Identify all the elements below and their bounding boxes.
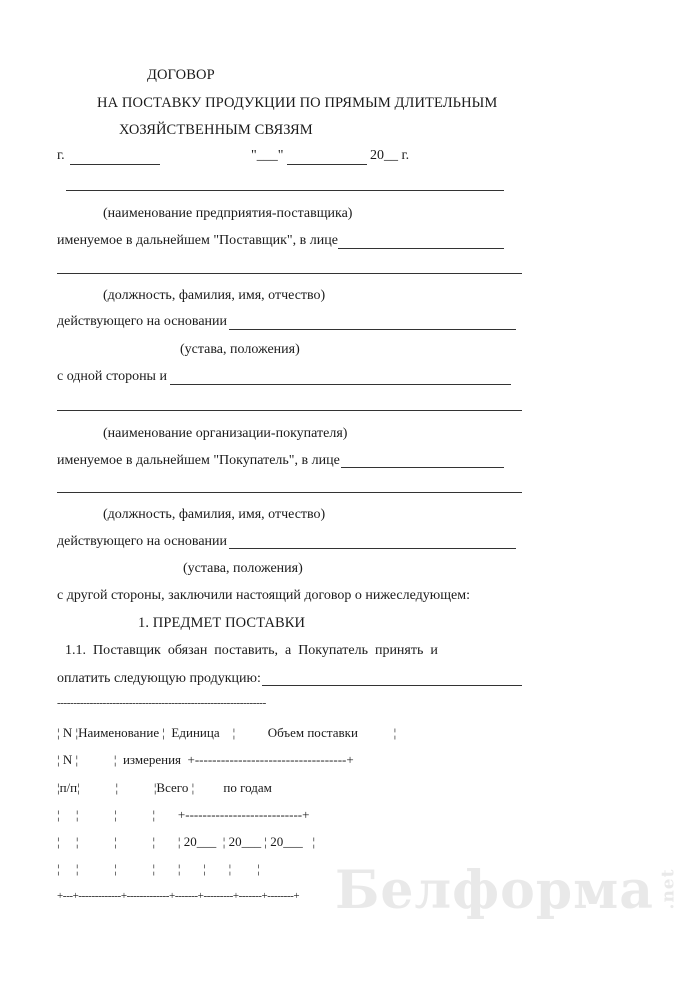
supplier-rep-blank-2 [57,273,522,274]
table-row-header-1: ¦ N ¦Наименование ¦ Единица ¦ Объем поставки ¦ [57,725,397,740]
table-top-border: ---------------------------------------------------------------- [57,697,266,709]
table-row-header-2: ¦ N ¦ ¦ измерения +-----------------------------------+ [57,752,354,767]
acting-basis-label-2: действующего на основании [57,534,228,549]
watermark-text: Белформа [335,860,654,921]
product-blank [262,685,522,686]
position-caption-1: (должность, фамилия, имя, отчество) [103,288,326,303]
acting-basis-label-1: действующего на основании [57,314,228,329]
watermark-logo [335,860,695,921]
table-row-empty: ¦ ¦ ¦ ¦ ¦ ¦ ¦ ¦ [57,861,260,876]
charter-caption-1: (устава, положения) [180,342,300,357]
table-row-header-3: ¦п/п¦ ¦ ¦Всего ¦ по годам [57,780,308,795]
city-label: г. [57,148,65,163]
buyer-rep-blank-2 [57,492,522,493]
month-blank [287,164,367,165]
other-side-label: с другой стороны, заключили настоящий договор о нижеследующем: [57,588,470,603]
table-bottom-border: +---+-------------+-------------+-------+---------+-------+--------+ [57,890,300,902]
one-side-blank [170,384,511,385]
supplier-name-blank [66,190,504,191]
buyer-rep-blank [341,467,504,468]
contract-subtitle-line1: НА ПОСТАВКУ ПРОДУКЦИИ ПО ПРЯМЫМ ДЛИТЕЛЬНЫМ [97,95,498,111]
buyer-name-blank [57,410,522,411]
buyer-named-label: именуемое в дальнейшем "Покупатель", в лице [57,453,340,468]
section-1-heading: 1. ПРЕДМЕТ ПОСТАВКИ [138,615,306,631]
city-blank [70,164,160,165]
clause-1-1: 1.1. Поставщик обязан поставить, а Покупатель принять и [65,643,438,658]
table-row-years: ¦ ¦ ¦ ¦ ¦ 20___ ¦ 20___ ¦ 20___ ¦ [57,834,316,849]
contract-subtitle-line2: ХОЗЯЙСТВЕННЫМ СВЯЗЯМ [119,122,313,138]
year-field: 20__ г. [370,148,410,163]
supplier-named-label: именуемое в дальнейшем "Поставщик", в лице [57,233,338,248]
supplier-name-caption: (наименование предприятия-поставщика) [103,206,353,221]
one-side-label: с одной стороны и [57,369,167,384]
watermark-suffix: .net [658,868,679,910]
position-caption-2: (должность, фамилия, имя, отчество) [103,507,326,522]
supplier-rep-blank [338,248,504,249]
acting-basis-blank-1 [229,329,516,330]
contract-title: ДОГОВОР [147,67,215,83]
clause-1-1-cont: оплатить следующую продукцию: [57,671,261,686]
buyer-name-caption: (наименование организации-покупателя) [103,426,348,441]
day-field: "___" [251,148,284,163]
acting-basis-blank-2 [229,548,516,549]
table-row-header-4: ¦ ¦ ¦ ¦ +---------------------------+ [57,807,310,822]
charter-caption-2: (устава, положения) [183,561,303,576]
